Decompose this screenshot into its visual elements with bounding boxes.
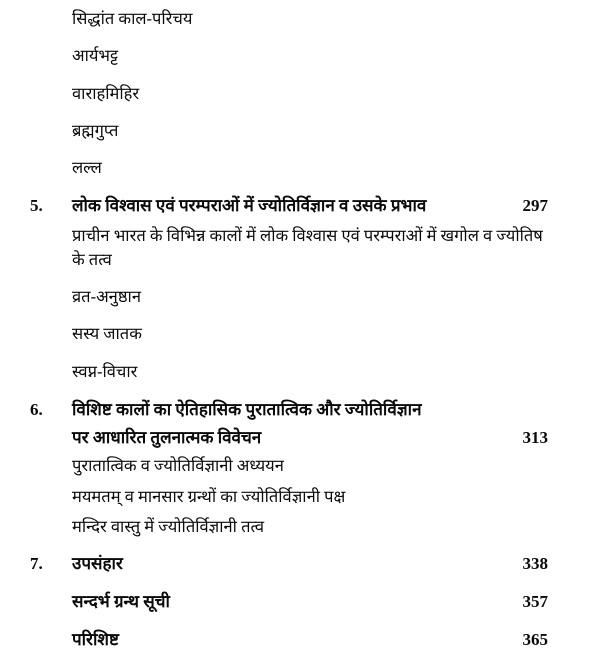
toc-entry-page: 357 (522, 591, 548, 611)
toc-subentry: मयमतम् व मानसार ग्रन्थों का ज्योतिर्विज्ञानी पक्ष (72, 486, 346, 506)
toc-entry-appendix[interactable] (30, 628, 548, 652)
toc-entry-7[interactable] (30, 552, 548, 576)
toc-subentry: आर्यभट्ट (72, 46, 119, 66)
toc-entry-6-continued[interactable] (30, 426, 548, 450)
toc-subentry-group-6 (30, 455, 548, 538)
toc-entry-page: 297 (522, 196, 548, 216)
toc-entry-5-description: प्राचीन भारत के विभिन्न कालों में लोक विश्वास एवं परम्पराओं में खगोल व ज्योतिष के तत्व (72, 226, 543, 270)
toc-list (30, 8, 548, 652)
toc-entry-5[interactable] (30, 194, 548, 218)
toc-entry-bibliography[interactable] (30, 590, 548, 614)
toc-subentry: स्वप्न-विचार (72, 361, 138, 381)
toc-subentry: व्रत-अनुष्ठान (72, 286, 141, 306)
toc-subentry: लल्ल (72, 158, 102, 178)
toc-backmatter (30, 552, 548, 651)
toc-entry-6[interactable] (30, 398, 548, 422)
toc-subentry: वाराहमिहिर (72, 83, 140, 103)
toc-entry-page: 313 (522, 427, 548, 447)
toc-subentry-group-top (30, 8, 548, 179)
toc-subentry: पुरातात्विक व ज्योतिर्विज्ञानी अध्ययन (72, 456, 284, 476)
toc-subentry: मन्दिर वास्तु में ज्योतिर्विज्ञानी तत्व (72, 516, 265, 536)
toc-entry-title-continued: पर आधारित तुलनात्मक विवेचन (72, 427, 262, 447)
toc-subentry: ब्रह्मगुप्त (72, 120, 119, 140)
toc-entry-number: 7. (30, 554, 43, 574)
toc-entry-page: 338 (522, 554, 548, 574)
toc-subentry: सिद्धांत काल-परिचय (72, 9, 193, 28)
toc-entry-title: परिशिष्ट (72, 629, 119, 649)
toc-subentry-group-5 (30, 286, 548, 383)
toc-entry-title: लोक विश्वास एवं परम्पराओं में ज्योतिर्विज्ञान व उसके प्रभाव (72, 196, 427, 216)
toc-entry-number: 5. (30, 196, 43, 216)
toc-entry-title: विशिष्ट कालों का ऐतिहासिक पुरातात्विक और ज्योतिर्विज्ञान (72, 399, 422, 419)
toc-entry-title: उपसंहार (72, 554, 123, 574)
toc-entry-page: 365 (522, 629, 548, 649)
toc-entry-title: सन्दर्भ ग्रन्थ सूची (72, 591, 170, 611)
toc-entry-number: 6. (30, 399, 43, 419)
toc-subentry: सस्य जातक (72, 324, 142, 344)
